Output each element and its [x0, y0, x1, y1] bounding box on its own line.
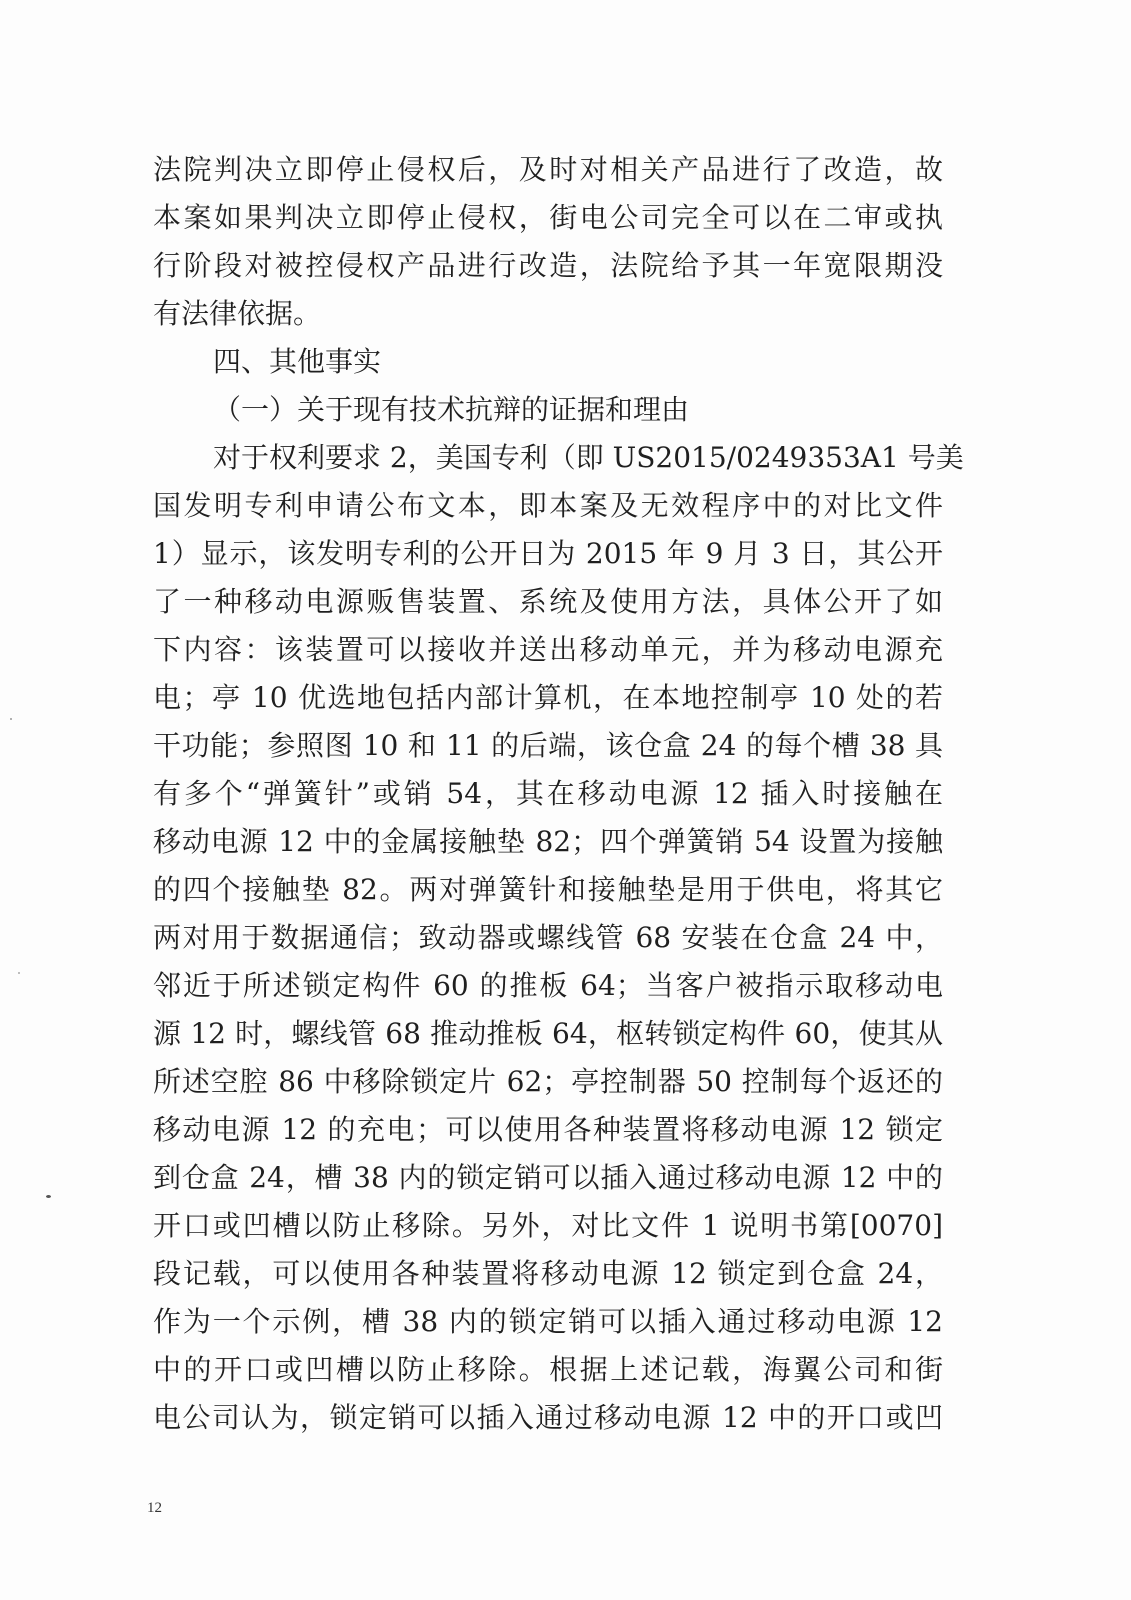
subsection-heading: （一）关于现有技术抗辩的证据和理由 [213, 393, 690, 426]
body-text-line: 国发明专利申请公布文本，即本案及无效程序中的对比文件 [153, 489, 943, 522]
body-text-line: 本案如果判决立即停止侵权，街电公司完全可以在二审或执 [153, 201, 943, 234]
body-text-line: 两对用于数据通信；致动器或螺线管 68 安装在仓盒 24 中， [153, 921, 943, 954]
body-text-line: 法院判决立即停止侵权后，及时对相关产品进行了改造，故 [153, 153, 943, 186]
body-text-line: 中的开口或凹槽以防止移除。根据上述记载，海翼公司和街 [153, 1353, 943, 1386]
body-text-line: 的四个接触垫 82。两对弹簧针和接触垫是用于供电，将其它 [153, 873, 943, 906]
body-text-line: 行阶段对被控侵权产品进行改造，法院给予其一年宽限期没 [153, 249, 943, 282]
body-text-line: 到仓盒 24，槽 38 内的锁定销可以插入通过移动电源 12 中的 [153, 1161, 943, 1194]
body-text-line: 下内容：该装置可以接收并送出移动单元，并为移动电源充 [153, 633, 943, 666]
body-text-line: 有法律依据。 [153, 297, 322, 330]
body-text-line: 电公司认为，锁定销可以插入通过移动电源 12 中的开口或凹 [153, 1401, 943, 1434]
scan-speck [46, 1195, 51, 1198]
body-text-line: 移动电源 12 的充电；可以使用各种装置将移动电源 12 锁定 [153, 1113, 943, 1146]
body-text-line: 邻近于所述锁定构件 60 的推板 64；当客户被指示取移动电 [153, 969, 943, 1002]
body-text-line: 对于权利要求 2，美国专利（即 US2015/0249353A1 号美 [213, 441, 964, 474]
body-text-line: 了一种移动电源贩售装置、系统及使用方法，具体公开了如 [153, 585, 943, 618]
body-text-line: 移动电源 12 中的金属接触垫 82；四个弹簧销 54 设置为接触 [153, 825, 943, 858]
body-text-line: 电；亭 10 优选地包括内部计算机，在本地控制亭 10 处的若 [153, 681, 943, 714]
body-text-line: 段记载，可以使用各种装置将移动电源 12 锁定到仓盒 24， [153, 1257, 943, 1290]
page-number: 12 [147, 1500, 162, 1516]
body-text-line: 干功能；参照图 10 和 11 的后端，该仓盒 24 的每个槽 38 具 [153, 729, 943, 762]
body-text-line: 作为一个示例，槽 38 内的锁定销可以插入通过移动电源 12 [153, 1305, 943, 1338]
scan-speck [18, 972, 20, 974]
scan-speck [10, 718, 12, 720]
body-text-line: 所述空腔 86 中移除锁定片 62；亭控制器 50 控制每个返还的 [153, 1065, 943, 1098]
body-text-line: 开口或凹槽以防止移除。另外，对比文件 1 说明书第[0070] [153, 1209, 943, 1242]
body-text-line: 有多个“弹簧针”或销 54，其在移动电源 12 插入时接触在 [153, 777, 943, 810]
body-text-line: 源 12 时，螺线管 68 推动推板 64，枢转锁定构件 60，使其从 [153, 1017, 943, 1050]
section-heading: 四、其他事实 [213, 345, 382, 378]
body-text-line: 1）显示，该发明专利的公开日为 2015 年 9 月 3 日，其公开 [153, 537, 943, 570]
